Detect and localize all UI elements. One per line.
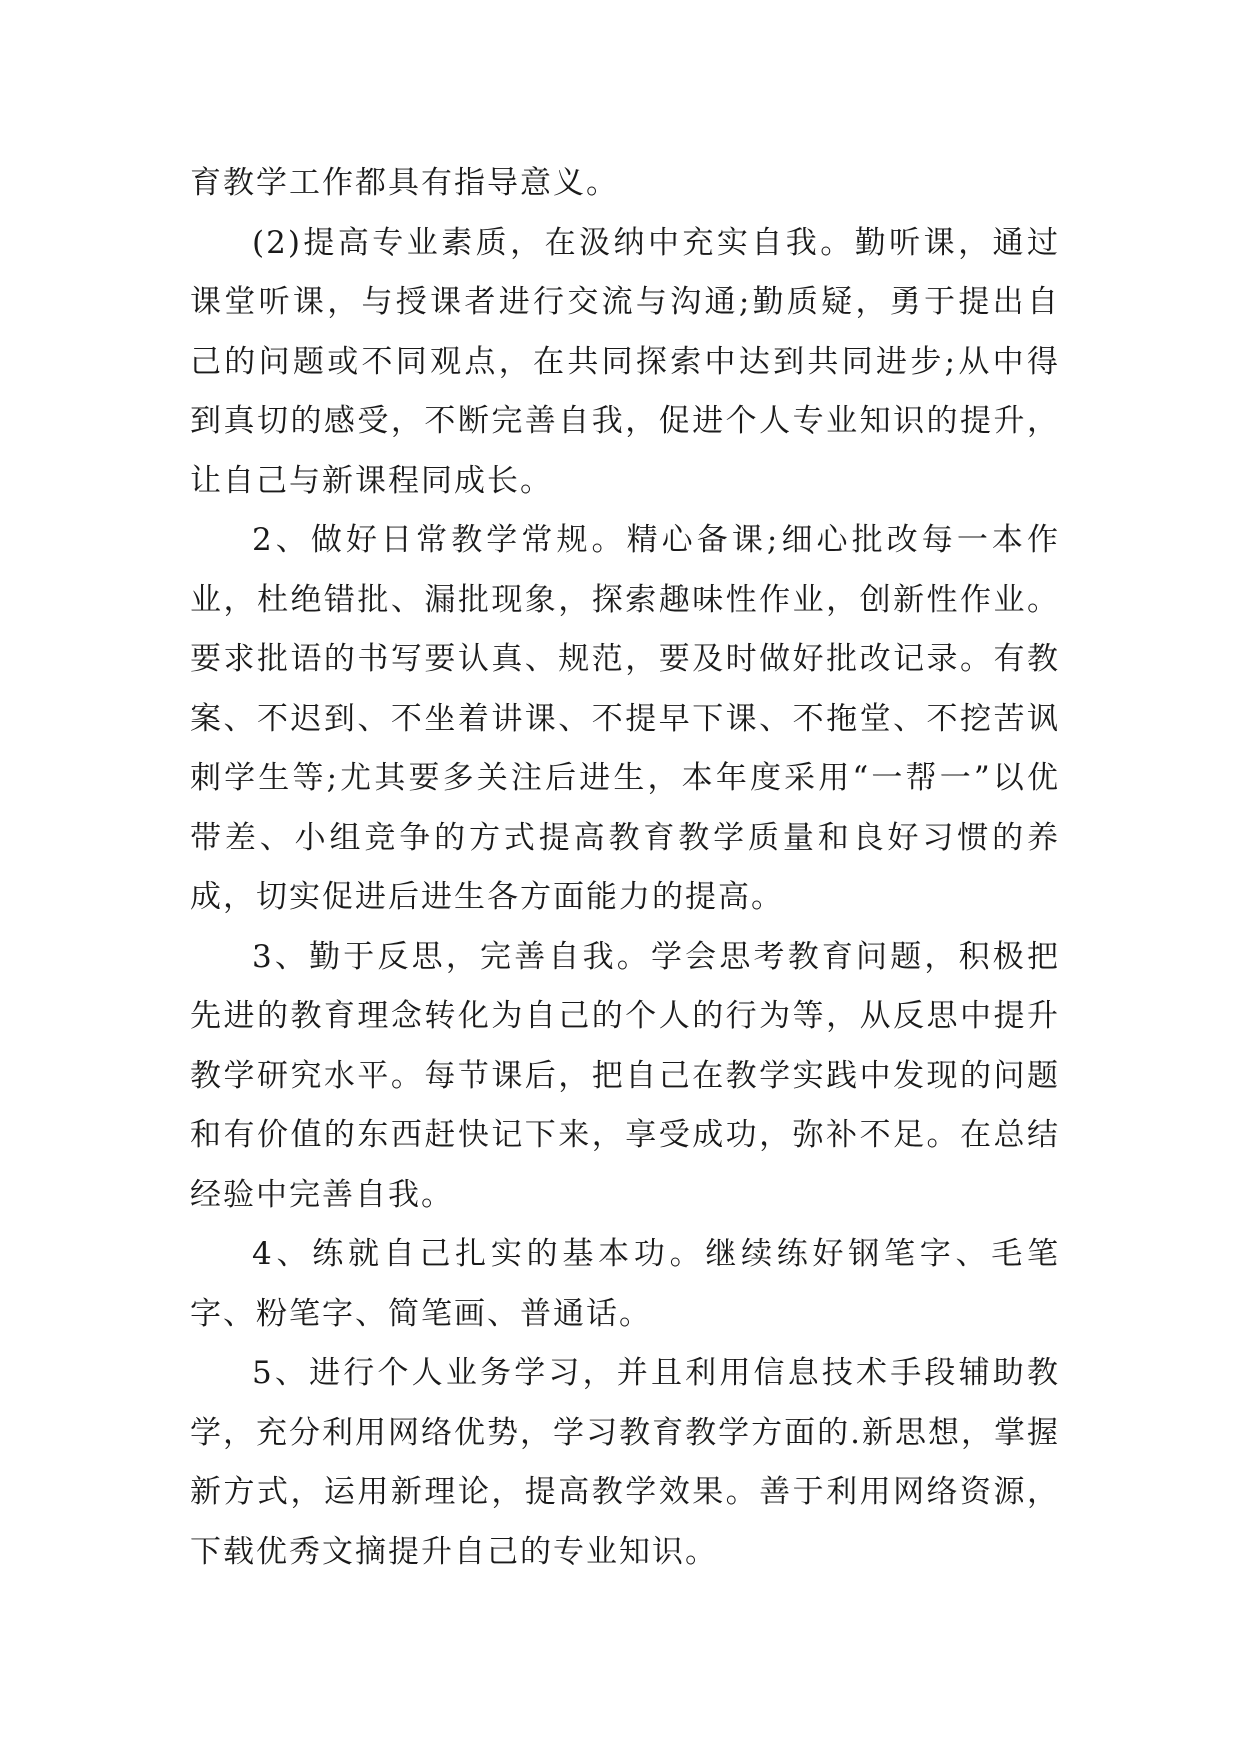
paragraph-professional-quality: (2)提高专业素质，在汲纳中充实自我。勤听课，通过课堂听课，与授课者进行交流与沟通;勤质疑，勇于提出自己的问题或不同观点，在共同探索中达到共同进步;从中得到真切的感受，不断完善自我，促进个人专业知识的提升，让自己与新课程同成长。 — [190, 224, 1060, 499]
paragraph-teaching-routine: 2、做好日常教学常规。精心备课;细心批改每一本作业，杜绝错批、漏批现象，探索趣味性作业，创新性作业。要求批语的书写要认真、规范，要及时做好批改记录。有教案、不迟到、不坐着讲课、不提早下课、不拖堂、不挖苦讽刺学生等;尤其要多关注后进生，本年度采用“一帮一”以优带差、小组竞争的方式提高教育教学质量和良好习惯的养成，切实促进后进生各方面能力的提高。 — [190, 522, 1060, 915]
paragraph-reflection: 3、勤于反思，完善自我。学会思考教育问题，积极把先进的教育理念转化为自己的个人的行为等，从反思中提升教学研究水平。每节课后，把自己在教学实践中发现的问题和有价值的东西赶快记下来，享受成功，弥补不足。在总结经验中完善自我。 — [190, 938, 1060, 1213]
paragraph-basic-skills: 4、练就自己扎实的基本功。继续练好钢笔字、毛笔字、粉笔字、简笔画、普通话。 — [190, 1236, 1060, 1332]
document-body — [190, 154, 1060, 1582]
paragraph-continuation: 育教学工作都具有指导意义。 — [190, 165, 619, 201]
paragraph-professional-study: 5、进行个人业务学习，并且利用信息技术手段辅助教学，充分利用网络优势，学习教育教学方面的.新思想，掌握新方式，运用新理论，提高教学效果。善于利用网络资源，下载优秀文摘提升自己的专业知识。 — [190, 1355, 1060, 1570]
